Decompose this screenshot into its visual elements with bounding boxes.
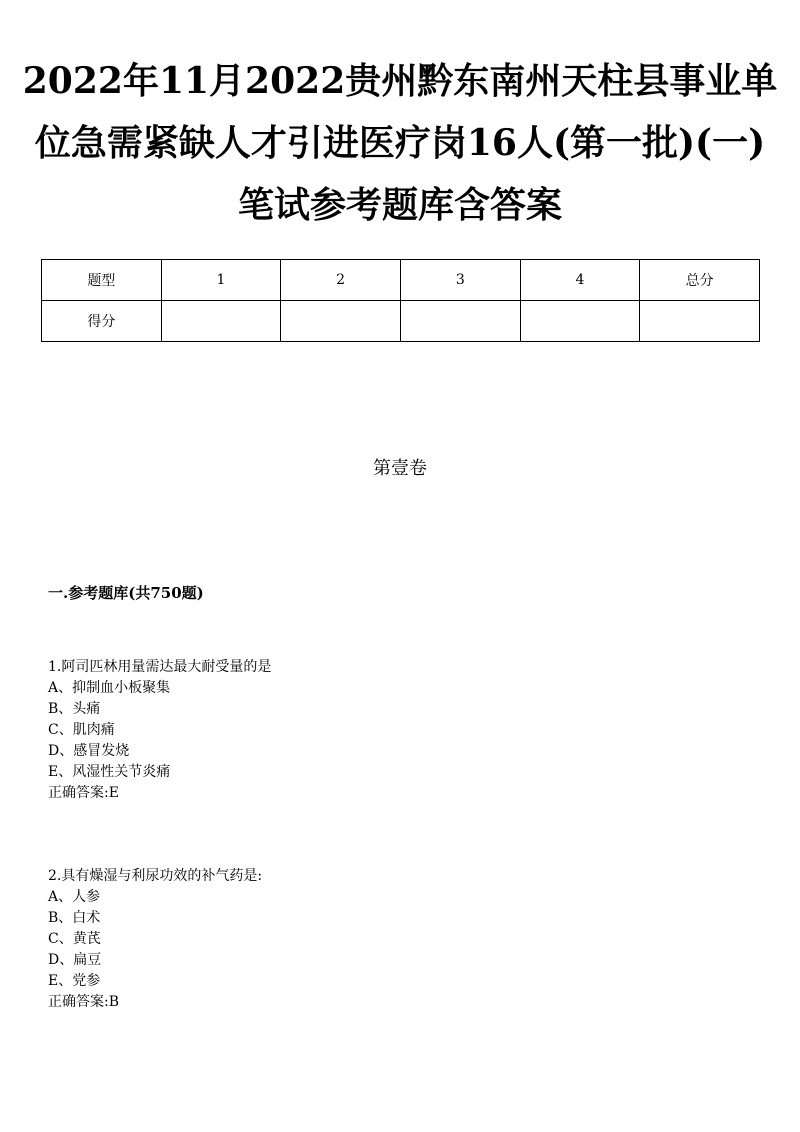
question-answer: 正确答案:E: [48, 785, 119, 801]
question-option: B、头痛: [48, 701, 101, 717]
title-line-3: 笔试参考题库含答案: [237, 184, 562, 226]
question-item: [48, 866, 262, 1013]
score-cell-4: [520, 301, 640, 342]
header-cell-1: 1: [161, 260, 281, 301]
header-cell-type: 题型: [42, 260, 162, 301]
question-option: B、白术: [48, 910, 101, 926]
question-option: C、肌肉痛: [48, 722, 115, 738]
question-option: D、感冒发烧: [48, 743, 130, 759]
score-cell-total: [640, 301, 760, 342]
score-row-label: 得分: [42, 301, 162, 342]
question-item: [48, 657, 271, 804]
section-title: 第壹卷: [373, 458, 427, 479]
header-cell-total: 总分: [640, 260, 760, 301]
title-line-2: 位急需紧缺人才引进医疗岗16人(第一批)(一): [34, 122, 766, 164]
question-stem: 1.阿司匹林用量需达最大耐受量的是: [48, 659, 272, 675]
question-option: E、党参: [48, 973, 101, 989]
header-cell-3: 3: [400, 260, 520, 301]
score-cell-1: [161, 301, 281, 342]
score-table: [41, 259, 760, 342]
question-option: D、扁豆: [48, 952, 102, 968]
document-title: [0, 50, 800, 236]
question-option: A、抑制血小板聚集: [48, 680, 171, 696]
score-cell-2: [281, 301, 401, 342]
part-heading: 一.参考题库(共750题): [48, 584, 204, 602]
question-option: A、人参: [48, 889, 101, 905]
score-table-header-row: [42, 260, 760, 301]
header-cell-4: 4: [520, 260, 640, 301]
header-cell-2: 2: [281, 260, 401, 301]
title-line-1: 2022年11月2022贵州黔东南州天柱县事业单: [22, 60, 778, 102]
question-stem: 2.具有燥湿与利尿功效的补气药是:: [48, 868, 263, 884]
score-table-score-row: [42, 301, 760, 342]
question-option: E、风湿性关节炎痛: [48, 764, 171, 780]
question-option: C、黄芪: [48, 931, 101, 947]
question-answer: 正确答案:B: [48, 994, 120, 1010]
score-cell-3: [400, 301, 520, 342]
